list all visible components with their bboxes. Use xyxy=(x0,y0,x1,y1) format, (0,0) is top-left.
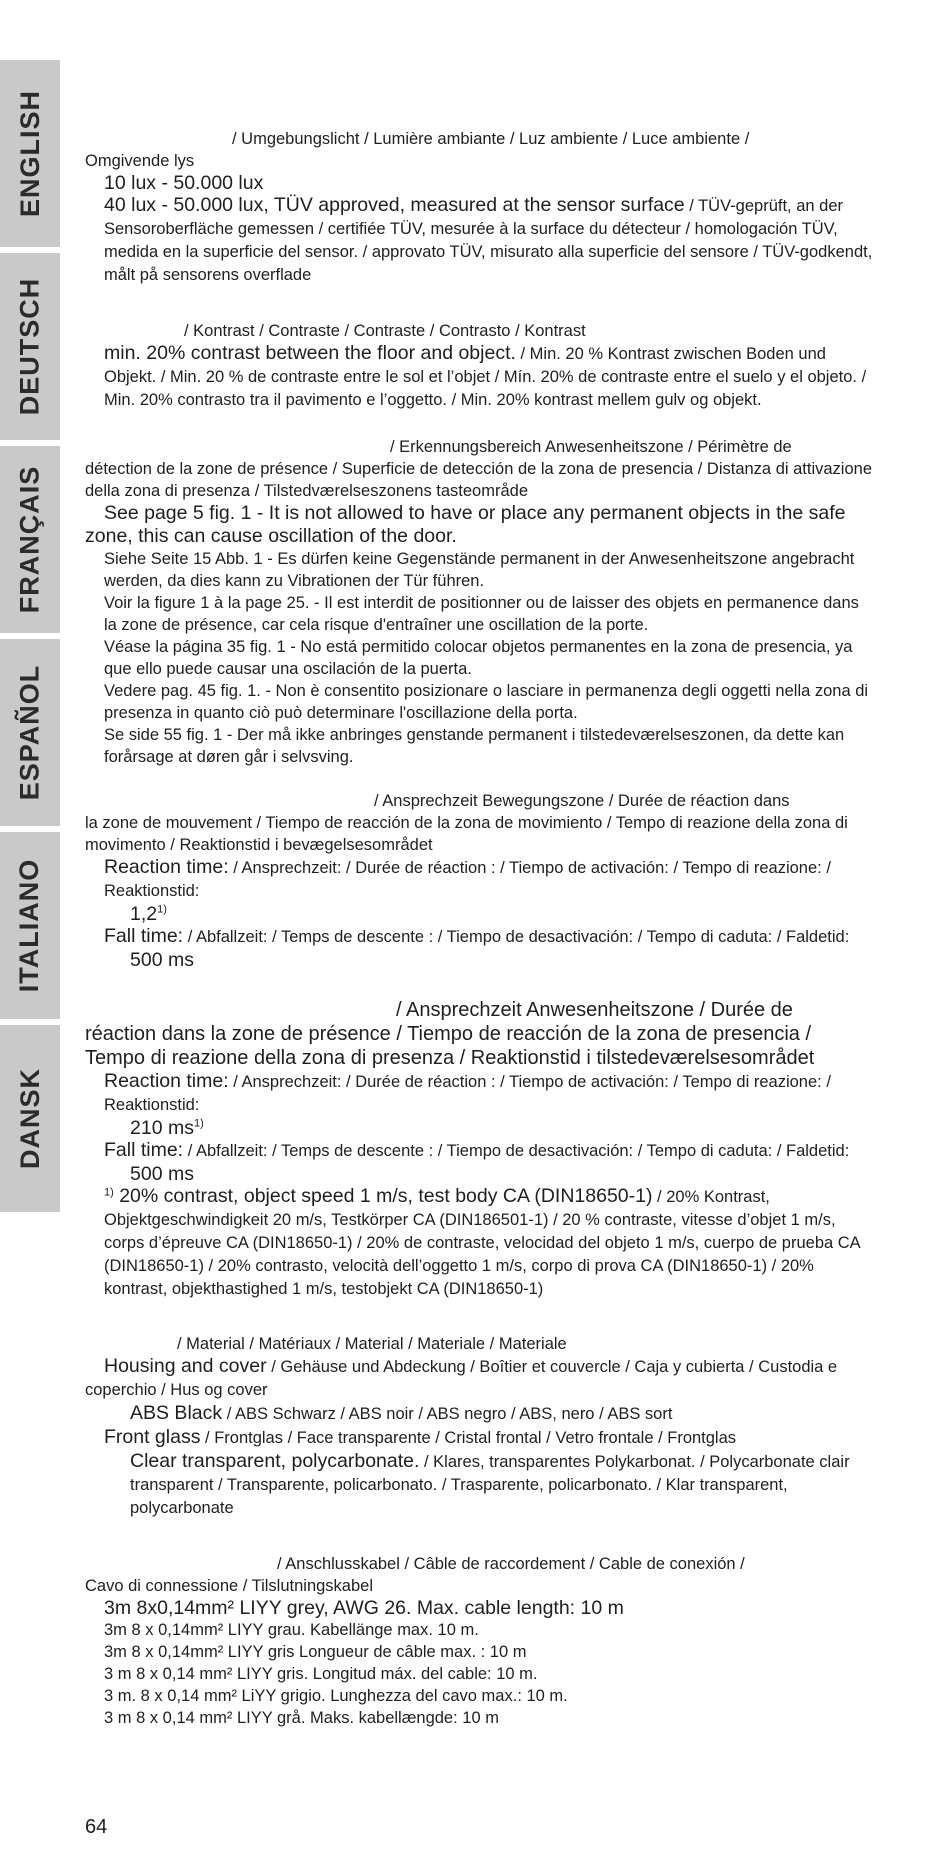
tab-francais-label: FRANÇAIS xyxy=(14,465,45,614)
motion-reaction-label: Reaction time: xyxy=(104,856,229,878)
footnote-trans: / 20% Kontrast, Objektgeschwindigkeit 20 m/s, Testkörper CA (DIN186501-1) / 20 % contraste, vitesse d’objet 1 m/s, corps d’épreuve CA (DIN18650-1) / 20% de contraste, velocidad del objeto 1 m/s, cuerpo de prueba CA (DIN18650-1) / 20% contrasto, velocità dell’oggetto 1 m/s, corpo di prova CA (DIN18650-1) / 20% kontrast, objekthastighed 1 m/s, testobjekt CA (DIN18650-1) xyxy=(104,1188,860,1298)
material-heading: / Material / Matériaux / Material / Materiale / Materiale xyxy=(177,1335,567,1353)
presence-reaction-section xyxy=(85,998,875,1301)
cable-es: 3 m 8 x 0,14 mm² LIYY gris. Longitud máx. del cable: 10 m. xyxy=(104,1665,538,1683)
cable-heading: / Anschlusskabel / Câble de raccordement / Cable de conexión / xyxy=(277,1555,745,1573)
presence-zone-heading: / Erkennungsbereich Anwesenheitszone / Périmètre de xyxy=(390,438,792,456)
ambient-section xyxy=(85,128,875,287)
presence-reaction-trans: / Ansprechzeit: / Durée de réaction : / Tiempo de activación: / Tempo di reazione: / Reaktionstid: xyxy=(104,1073,831,1114)
tab-english[interactable] xyxy=(0,60,60,247)
motion-reaction-time xyxy=(85,856,875,903)
motion-fall-value: 500 ms xyxy=(130,949,194,971)
material-housing-value-trans: / ABS Schwarz / ABS noir / ABS negro / ABS, nero / ABS sort xyxy=(222,1405,673,1423)
presence-reaction-value xyxy=(85,1117,875,1139)
tab-espanol[interactable] xyxy=(0,639,60,826)
ambient-value-2-trans: / TÜV-geprüft, an der Sensoroberfläche gemessen / certifiée TÜV, mesurée à la surface du détecteur / homologación TÜV, medida en la superficie del sensor. / approvato TÜV, misurato alla superficie del sensore / TÜV-godkendt, målt på sensorens overflade xyxy=(104,197,873,284)
material-housing-value-main: ABS Black xyxy=(130,1402,223,1424)
cable-fr: 3m 8 x 0,14mm² LIYY gris Longueur de câble max. : 10 m xyxy=(104,1643,527,1661)
presence-zone-en: See page 5 fig. 1 - It is not allowed to have or place any permanent objects in the safe zone, this can cause oscillation of the door. xyxy=(85,502,846,547)
contrast-main: min. 20% contrast between the floor and object. xyxy=(104,342,516,364)
presence-zone-heading-rest: détection de la zone de présence / Superficie de detección de la zona de presencia / Distanza di attivazione della zona di presenza / Tilstedværelseszonens tasteområde xyxy=(85,460,873,500)
contrast-section xyxy=(85,320,875,412)
material-section xyxy=(85,1333,875,1520)
material-housing-value xyxy=(85,1402,875,1426)
tab-italiano[interactable] xyxy=(0,832,60,1019)
contrast-heading: / Kontrast / Contraste / Contraste / Contrasto / Kontrast xyxy=(184,322,586,340)
tab-english-label: ENGLISH xyxy=(14,89,45,218)
tab-deutsch-label: DEUTSCH xyxy=(14,277,45,416)
footnote xyxy=(85,1185,875,1301)
ambient-heading-line2: Omgivende lys xyxy=(85,152,195,170)
motion-reaction-value xyxy=(85,903,875,925)
motion-reaction-heading: / Ansprechzeit Bewegungszone / Durée de réaction dans xyxy=(374,792,790,810)
presence-reaction-value-text: 210 ms xyxy=(130,1117,194,1139)
presence-reaction-heading-rest: réaction dans la zone de présence / Tiempo de reacción de la zona de presencia / Tempo di reazione della zona di presenza / Reaktionstid i tilstedeværelsesområdet xyxy=(85,1023,815,1069)
material-glass-value xyxy=(85,1450,875,1520)
presence-reaction-heading: / Ansprechzeit Anwesenheitszone / Durée de xyxy=(396,999,793,1021)
presence-zone-es: Véase la página 35 fig. 1 - No está permitido colocar objetos permanentes en la zona de presencia, ya que ello puede causar una oscilación de la puerta. xyxy=(104,638,853,678)
presence-zone-it: Vedere pag. 45 fig. 1. - Non è consentito posizionare o lasciare in permanenza degli oggetti nella zona di presenza in quanto ciò può determinare l'oscillazione della porta. xyxy=(104,682,869,722)
material-housing-trans: / Gehäuse und Abdeckung / Boîtier et couvercle / Caja y cubierta / Custodia e coperchio / Hus og cover xyxy=(85,1358,838,1399)
ambient-value-2-main: 40 lux - 50.000 lux, TÜV approved, measured at the sensor surface xyxy=(104,194,685,216)
presence-reaction-label: Reaction time: xyxy=(104,1070,229,1092)
tab-francais[interactable] xyxy=(0,446,60,633)
tab-deutsch[interactable] xyxy=(0,253,60,440)
cable-en: 3m 8x0,14mm² LIYY grey, AWG 26. Max. cable length: 10 m xyxy=(104,1597,624,1619)
presence-zone-section xyxy=(85,436,875,768)
material-glass-value-trans: / Klares, transparentes Polykarbonat. / Polycarbonate clair transparent / Transparente, policarbonato. / Trasparente, policarbonato. / Klar transparent, polycarbonate xyxy=(130,1453,850,1517)
ambient-value-2 xyxy=(85,194,875,287)
tab-espanol-label: ESPAÑOL xyxy=(14,664,45,801)
cable-de: 3m 8 x 0,14mm² LIYY grau. Kabellänge max. 10 m. xyxy=(104,1621,479,1639)
footnote-main: 20% contrast, object speed 1 m/s, test body CA (DIN18650-1) xyxy=(113,1185,653,1207)
cable-da: 3 m 8 x 0,14 mm² LIYY grå. Maks. kabellængde: 10 m xyxy=(104,1709,499,1727)
ambient-value-1: 10 lux - 50.000 lux xyxy=(104,172,264,194)
motion-fall-label: Fall time: xyxy=(104,925,184,947)
motion-fall-time xyxy=(85,925,875,949)
tab-italiano-label: ITALIANO xyxy=(14,858,45,993)
motion-reaction-value-text: 1,2 xyxy=(130,903,158,925)
material-glass-label: Front glass xyxy=(104,1426,201,1448)
contrast-trans: / Min. 20 % Kontrast zwischen Boden und Objekt. / Min. 20 % de contraste entre le sol et l’objet / Mín. 20% de contraste entre el suelo y el objeto. / Min. 20% contrasto tra il pavimento e l’oggetto. / Min. 20% kontrast mellem gulv og objekt. xyxy=(104,345,867,409)
presence-zone-de: Siehe Seite 15 Abb. 1 - Es dürfen keine Gegenstände permanent in der Anwesenheitszone angebracht werden, da dies kann zu Vibrationen der Tür führen. xyxy=(104,550,855,590)
spec-content xyxy=(85,128,875,1729)
presence-fall-label: Fall time: xyxy=(104,1139,184,1161)
page-number: 64 xyxy=(85,1816,108,1838)
presence-fall-trans: / Abfallzeit: / Temps de descente : / Tiempo de desactivación: / Tempo di caduta: / Faldetid: xyxy=(183,1142,850,1160)
presence-reaction-footnote-ref: 1) xyxy=(193,1117,204,1130)
cable-it: 3 m. 8 x 0,14 mm² LiYY grigio. Lunghezza del cavo max.: 10 m. xyxy=(104,1687,568,1705)
presence-reaction-time xyxy=(85,1070,875,1117)
motion-fall-trans: / Abfallzeit: / Temps de descente : / Tiempo de desactivación: / Tempo di caduta: / Faldetid: xyxy=(183,928,850,946)
ambient-heading: / Umgebungslicht / Lumière ambiante / Luz ambiente / Luce ambiente / xyxy=(232,130,750,148)
tab-dansk-label: DANSK xyxy=(14,1067,45,1170)
motion-reaction-heading-rest: la zone de mouvement / Tiempo de reacción de la zona de movimiento / Tempo di reazione della zona di movimento / Reaktionstid i bevægelsesområdet xyxy=(85,814,848,854)
cable-section xyxy=(85,1553,875,1729)
tab-dansk[interactable] xyxy=(0,1025,60,1212)
motion-reaction-section xyxy=(85,790,875,971)
motion-reaction-trans: / Ansprechzeit: / Durée de réaction : / Tiempo de activación: / Tempo di reazione: / Reaktionstid: xyxy=(104,859,831,900)
footnote-mark: 1) xyxy=(104,1186,114,1199)
contrast-text xyxy=(85,342,875,412)
material-housing xyxy=(85,1355,875,1402)
presence-zone-da: Se side 55 fig. 1 - Der må ikke anbringes genstande permanent i tilstedeværelseszonen, da dette kan forårsage at døren går i selvsving. xyxy=(104,726,845,766)
presence-fall-value: 500 ms xyxy=(130,1163,194,1185)
presence-zone-fr: Voir la figure 1 à la page 25. - Il est interdit de positionner ou de laisser des objets en permanence dans la zone de présence, car cela risque d'entraîner une oscillation de la porte. xyxy=(104,594,859,634)
presence-fall-time xyxy=(85,1139,875,1163)
material-glass-trans: / Frontglas / Face transparente / Cristal frontal / Vetro frontale / Frontglas xyxy=(200,1429,737,1447)
material-glass-value-main: Clear transparent, polycarbonate. xyxy=(130,1450,420,1472)
material-glass xyxy=(85,1426,875,1450)
material-housing-label: Housing and cover xyxy=(104,1355,267,1377)
cable-heading-line2: Cavo di connessione / Tilslutningskabel xyxy=(85,1577,374,1595)
motion-reaction-footnote-ref: 1) xyxy=(157,903,167,916)
